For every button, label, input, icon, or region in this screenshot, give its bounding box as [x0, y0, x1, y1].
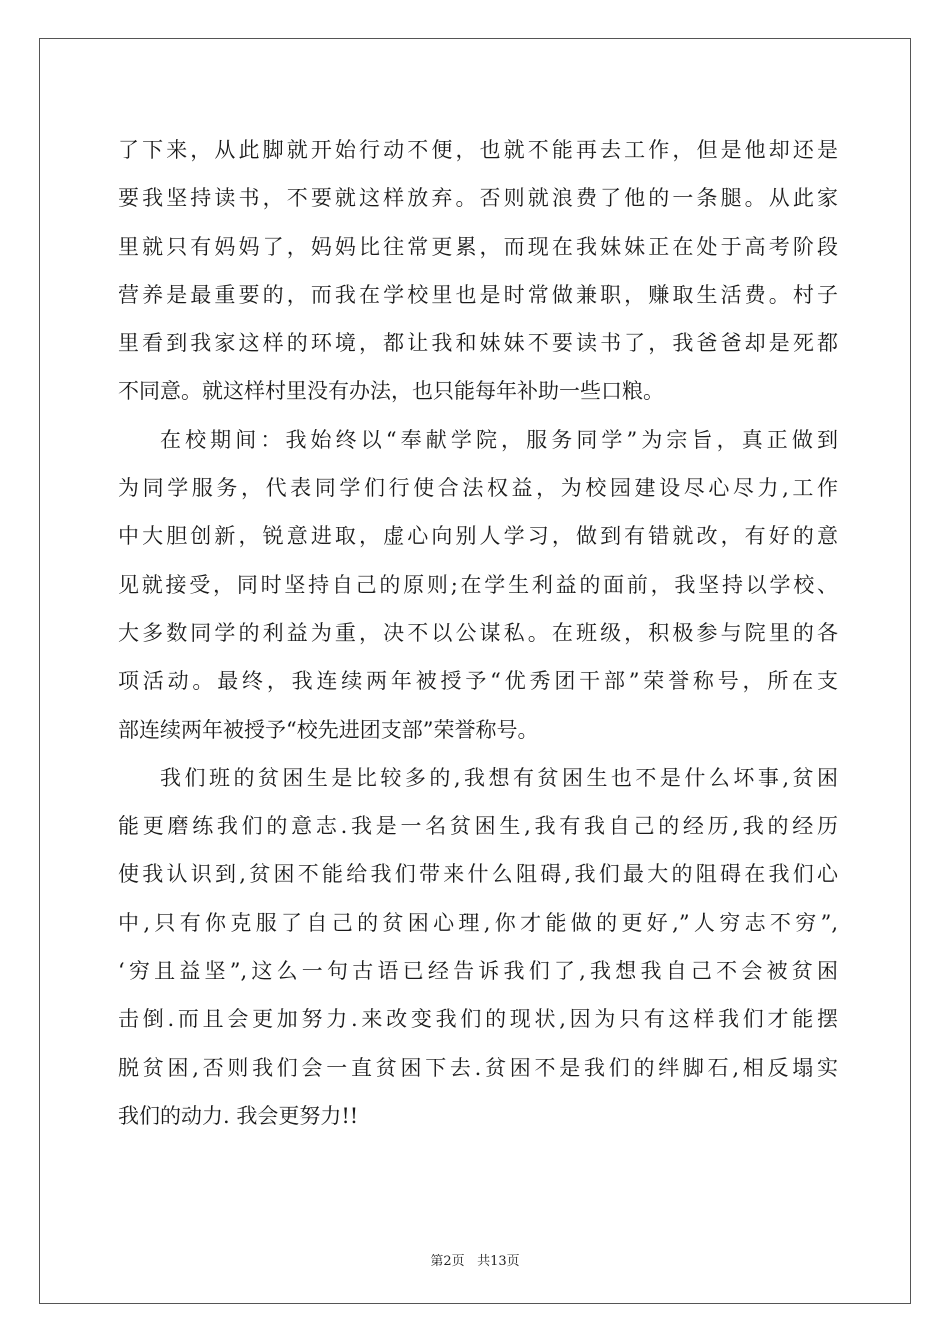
text-line: 使我认识到,贫困不能给我们带来什么阻碍,我们最大的阻碍在我们心: [118, 862, 838, 887]
text-line: 我们班的贫困生是比较多的,我想有贫困生也不是什么坏事,贫困: [160, 765, 838, 790]
paragraph: [118, 754, 838, 1140]
text-line: 击倒.而且会更加努力.来改变我们的现状,因为只有这样我们才能摆: [118, 1007, 838, 1032]
text-line: 为同学服务，代表同学们行使合法权益，为校园建设尽心尽力,工作: [118, 476, 838, 501]
text-line: 营养是最重要的，而我在学校里也是时常做兼职，赚取生活费。村子: [118, 282, 838, 307]
text-line: 见就接受，同时坚持自己的原则;在学生利益的面前，我坚持以学校、: [118, 572, 838, 597]
total-pages: 共13页: [477, 1254, 520, 1269]
page-footer: [0, 1250, 950, 1269]
paragraph: [118, 416, 838, 754]
page-number: 第2页: [430, 1254, 465, 1269]
text-line: 中,只有你克服了自己的贫困心理,你才能做的更好,”人穷志不穷”,: [118, 910, 838, 935]
text-line: 大多数同学的利益为重，决不以公谋私。在班级，积极参与院里的各: [118, 620, 838, 645]
text-line: 能更磨练我们的意志.我是一名贫困生,我有我自己的经历,我的经历: [118, 814, 838, 839]
text-line: 要我坚持读书，不要就这样放弃。否则就浪费了他的一条腿。从此家: [118, 186, 838, 211]
text-line: 了下来，从此脚就开始行动不便，也就不能再去工作，但是他却还是: [118, 138, 838, 162]
text-line: 项活动。最终，我连续两年被授予“优秀团干部”荣誉称号，所在支: [118, 669, 838, 694]
text-line: 部连续两年被授予“校先进团支部”荣誉称号。: [118, 717, 539, 742]
text-line: 中大胆创新，锐意进取，虚心向别人学习，做到有错就改，有好的意: [118, 524, 838, 549]
paragraph: [118, 126, 838, 416]
text-line: 我们的动力. 我会更努力!!: [118, 1103, 359, 1128]
text-line: 在校期间：我始终以“奉献学院，服务同学”为宗旨，真正做到: [160, 427, 838, 452]
text-line: 脱贫困,否则我们会一直贫困下去.贫困不是我们的绊脚石,相反塌实: [118, 1055, 838, 1080]
text-line: 里就只有妈妈了，妈妈比往常更累，而现在我妹妹正在处于高考阶段: [118, 234, 838, 259]
text-line: 不同意。就这样村里没有办法，也只能每年补助一些口粮。: [118, 379, 664, 404]
text-line: ‘穷且益坚”,这么一句古语已经告诉我们了,我想我自己不会被贫困: [118, 959, 838, 984]
text-line: 里看到我家这样的环境，都让我和妹妹不要读书了，我爸爸却是死都: [118, 331, 838, 356]
document-body: [118, 126, 838, 1140]
